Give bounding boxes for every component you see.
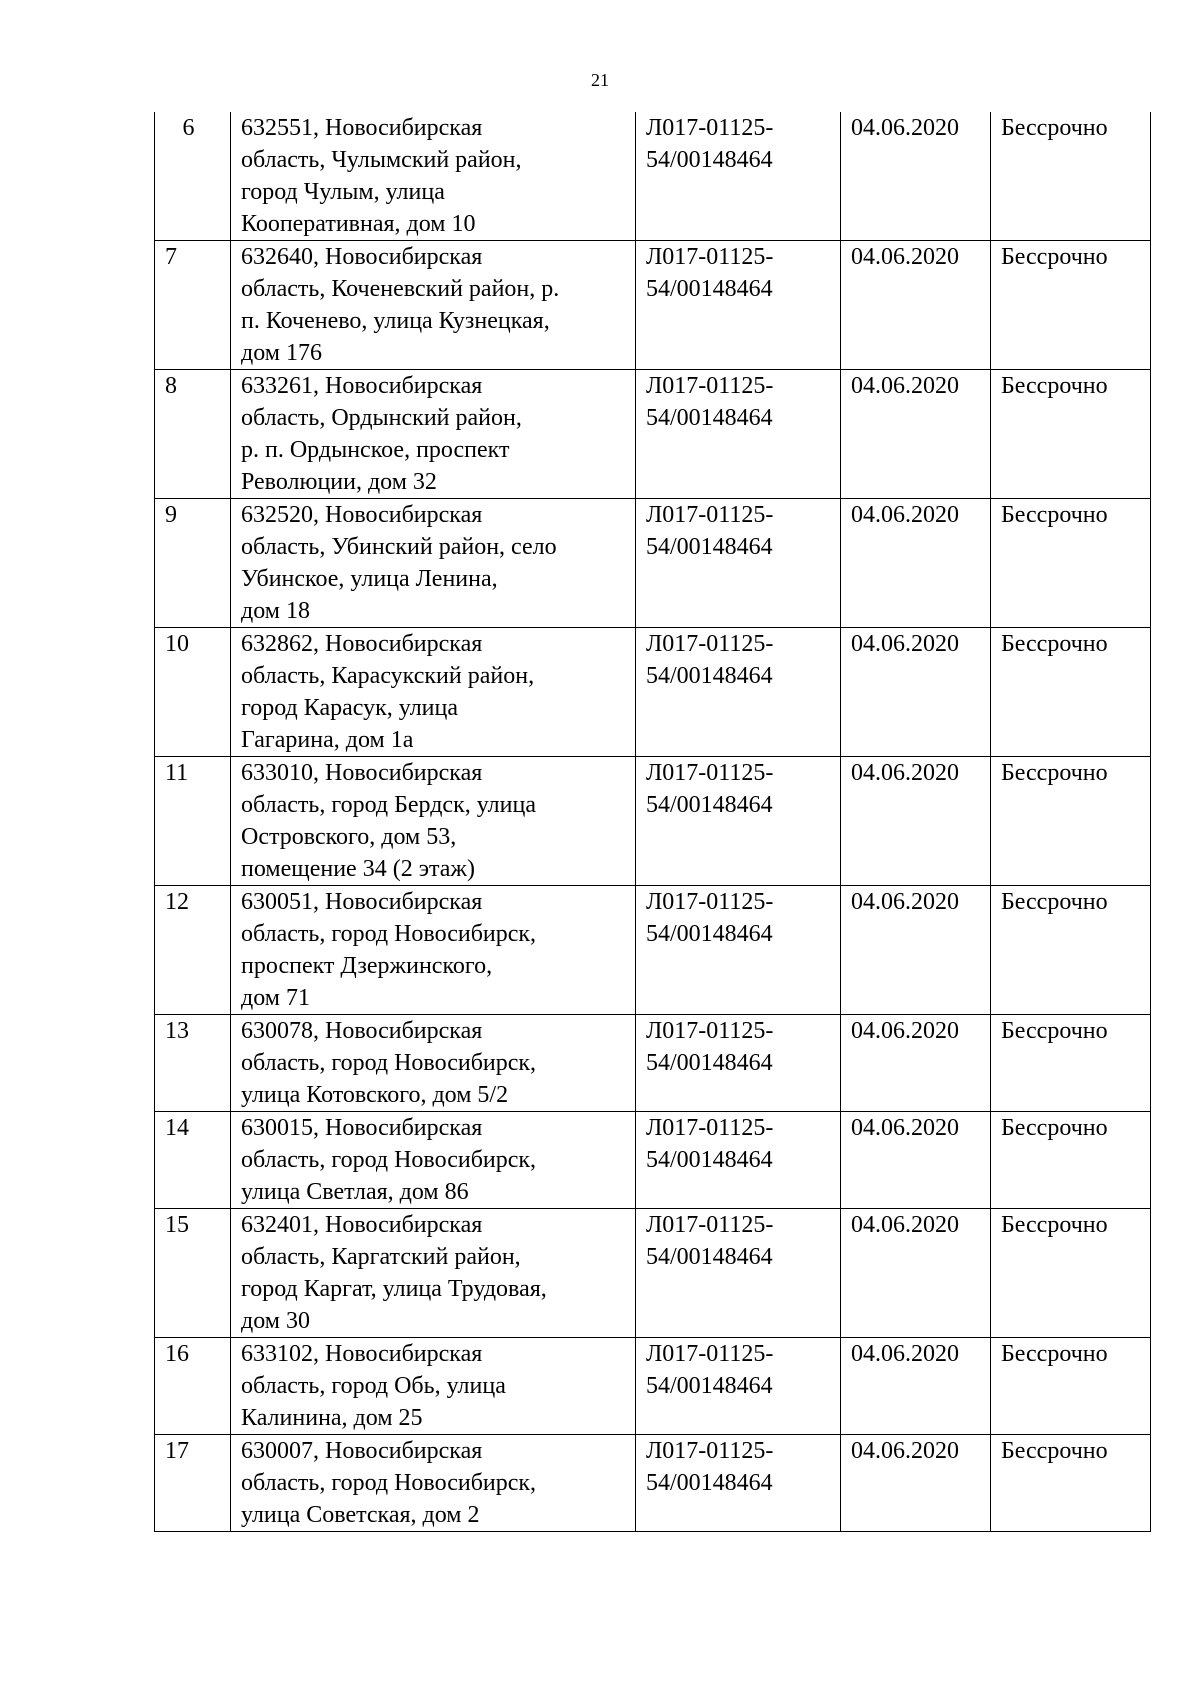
license-date-cell: 04.06.2020 — [841, 1338, 991, 1435]
address-cell — [231, 1112, 636, 1209]
license-number-cell — [636, 112, 841, 241]
address-line: 633261, Новосибирская — [241, 373, 483, 399]
validity-term-cell: Бессрочно — [991, 1015, 1151, 1112]
row-number-cell: 13 — [155, 1015, 231, 1112]
table-row — [155, 757, 1151, 886]
row-number-cell: 15 — [155, 1209, 231, 1338]
address-cell — [231, 499, 636, 628]
address-cell — [231, 1338, 636, 1435]
license-date-cell: 04.06.2020 — [841, 886, 991, 1015]
address-line: область, город Новосибирск, — [241, 1147, 537, 1173]
address-cell — [231, 241, 636, 370]
license-number-cell — [636, 241, 841, 370]
address-line: область, Коченевский район, р. — [241, 276, 560, 302]
table-row — [155, 370, 1151, 499]
license-number-cell — [636, 1015, 841, 1112]
license-number-line: Л017-01125- — [646, 760, 774, 786]
address-line: город Каргат, улица Трудовая, — [241, 1276, 547, 1302]
address-line: 632862, Новосибирская — [241, 631, 483, 657]
address-line: дом 30 — [241, 1308, 310, 1334]
address-line: область, город Новосибирск, — [241, 921, 537, 947]
table-row — [155, 1209, 1151, 1338]
page-number: 21 — [591, 70, 609, 90]
license-date-cell: 04.06.2020 — [841, 499, 991, 628]
address-line: 633102, Новосибирская — [241, 1341, 483, 1367]
license-table — [154, 112, 1151, 1532]
address-cell — [231, 370, 636, 499]
license-number-cell — [636, 1112, 841, 1209]
license-number-line: 54/00148464 — [646, 147, 773, 173]
license-number-line: 54/00148464 — [646, 405, 773, 431]
table-row — [155, 1112, 1151, 1209]
license-table-body — [155, 112, 1151, 1532]
license-number-line: Л017-01125- — [646, 1438, 774, 1464]
row-number-cell: 6 — [155, 112, 231, 241]
license-number-line: Л017-01125- — [646, 1212, 774, 1238]
row-number-cell: 16 — [155, 1338, 231, 1435]
license-number-line: 54/00148464 — [646, 1244, 773, 1270]
license-number-cell — [636, 370, 841, 499]
address-line: область, Убинский район, село — [241, 534, 557, 560]
address-line: область, город Обь, улица — [241, 1373, 506, 1399]
address-cell — [231, 112, 636, 241]
address-line: 632520, Новосибирская — [241, 502, 483, 528]
row-number-cell: 11 — [155, 757, 231, 886]
table-row — [155, 241, 1151, 370]
row-number-cell: 10 — [155, 628, 231, 757]
address-line: 632401, Новосибирская — [241, 1212, 483, 1238]
license-number-cell — [636, 499, 841, 628]
validity-term-cell: Бессрочно — [991, 1209, 1151, 1338]
address-line: город Чулым, улица — [241, 179, 445, 205]
address-line: 630051, Новосибирская — [241, 889, 483, 915]
address-line: 632640, Новосибирская — [241, 244, 483, 270]
address-line: Убинское, улица Ленина, — [241, 566, 498, 592]
license-number-line: 54/00148464 — [646, 663, 773, 689]
address-line: р. п. Ордынское, проспект — [241, 437, 510, 463]
address-cell — [231, 1435, 636, 1532]
license-number-cell — [636, 628, 841, 757]
license-date-cell: 04.06.2020 — [841, 628, 991, 757]
row-number-cell: 14 — [155, 1112, 231, 1209]
row-number-cell: 8 — [155, 370, 231, 499]
address-line: дом 176 — [241, 340, 322, 366]
license-number-line: 54/00148464 — [646, 1470, 773, 1496]
address-cell — [231, 1209, 636, 1338]
license-date-cell: 04.06.2020 — [841, 1112, 991, 1209]
license-number-line: Л017-01125- — [646, 115, 774, 141]
license-number-line: Л017-01125- — [646, 373, 774, 399]
address-line: область, город Бердск, улица — [241, 792, 536, 818]
address-line: область, город Новосибирск, — [241, 1050, 537, 1076]
address-cell — [231, 1015, 636, 1112]
validity-term-cell: Бессрочно — [991, 112, 1151, 241]
address-line: Калинина, дом 25 — [241, 1405, 423, 1431]
license-number-line: 54/00148464 — [646, 1050, 773, 1076]
address-line: улица Советская, дом 2 — [241, 1502, 480, 1528]
row-number-cell: 7 — [155, 241, 231, 370]
license-number-line: 54/00148464 — [646, 1373, 773, 1399]
license-number-line: Л017-01125- — [646, 1115, 774, 1141]
validity-term-cell: Бессрочно — [991, 1338, 1151, 1435]
license-date-cell: 04.06.2020 — [841, 757, 991, 886]
license-number-line: Л017-01125- — [646, 889, 774, 915]
address-cell — [231, 886, 636, 1015]
license-date-cell: 04.06.2020 — [841, 241, 991, 370]
validity-term-cell: Бессрочно — [991, 1112, 1151, 1209]
table-row — [155, 628, 1151, 757]
license-number-line: 54/00148464 — [646, 792, 773, 818]
license-number-line: 54/00148464 — [646, 921, 773, 947]
license-date-cell: 04.06.2020 — [841, 112, 991, 241]
address-line: город Карасук, улица — [241, 695, 459, 721]
license-date-cell: 04.06.2020 — [841, 1015, 991, 1112]
address-line: область, Ордынский район, — [241, 405, 522, 431]
address-cell — [231, 628, 636, 757]
address-line: Гагарина, дом 1а — [241, 727, 414, 753]
address-line: область, Карасукский район, — [241, 663, 535, 689]
license-number-line: Л017-01125- — [646, 502, 774, 528]
license-date-cell: 04.06.2020 — [841, 370, 991, 499]
address-line: п. Коченево, улица Кузнецкая, — [241, 308, 550, 334]
table-row — [155, 1015, 1151, 1112]
address-line: дом 71 — [241, 985, 310, 1011]
license-number-cell — [636, 1435, 841, 1532]
validity-term-cell: Бессрочно — [991, 628, 1151, 757]
table-row — [155, 1338, 1151, 1435]
license-date-cell: 04.06.2020 — [841, 1435, 991, 1532]
row-number-cell: 12 — [155, 886, 231, 1015]
address-line: дом 18 — [241, 598, 310, 624]
address-line: 630007, Новосибирская — [241, 1438, 483, 1464]
address-line: область, Чулымский район, — [241, 147, 522, 173]
license-number-line: Л017-01125- — [646, 1018, 774, 1044]
address-line: область, Каргатский район, — [241, 1244, 521, 1270]
address-line: проспект Дзержинского, — [241, 953, 493, 979]
license-number-cell — [636, 886, 841, 1015]
validity-term-cell: Бессрочно — [991, 1435, 1151, 1532]
address-line: 630015, Новосибирская — [241, 1115, 483, 1141]
license-number-line: 54/00148464 — [646, 276, 773, 302]
table-row — [155, 112, 1151, 241]
license-date-cell: 04.06.2020 — [841, 1209, 991, 1338]
license-number-line: Л017-01125- — [646, 631, 774, 657]
table-row — [155, 1435, 1151, 1532]
license-number-line: Л017-01125- — [646, 244, 774, 270]
address-line: Революции, дом 32 — [241, 469, 437, 495]
license-number-line: Л017-01125- — [646, 1341, 774, 1367]
row-number-cell: 17 — [155, 1435, 231, 1532]
validity-term-cell: Бессрочно — [991, 370, 1151, 499]
address-line: улица Котовского, дом 5/2 — [241, 1082, 509, 1108]
validity-term-cell: Бессрочно — [991, 757, 1151, 886]
license-number-cell — [636, 1338, 841, 1435]
license-number-cell — [636, 1209, 841, 1338]
table-row — [155, 499, 1151, 628]
address-line: область, город Новосибирск, — [241, 1470, 537, 1496]
address-line: Островского, дом 53, — [241, 824, 457, 850]
address-line: 630078, Новосибирская — [241, 1018, 483, 1044]
validity-term-cell: Бессрочно — [991, 499, 1151, 628]
address-line: 632551, Новосибирская — [241, 115, 483, 141]
validity-term-cell: Бессрочно — [991, 241, 1151, 370]
validity-term-cell: Бессрочно — [991, 886, 1151, 1015]
address-line: улица Светлая, дом 86 — [241, 1179, 469, 1205]
table-row — [155, 886, 1151, 1015]
address-line: помещение 34 (2 этаж) — [241, 856, 475, 882]
license-number-line: 54/00148464 — [646, 1147, 773, 1173]
address-line: Кооперативная, дом 10 — [241, 211, 476, 237]
address-line: 633010, Новосибирская — [241, 760, 483, 786]
license-number-line: 54/00148464 — [646, 534, 773, 560]
row-number-cell: 9 — [155, 499, 231, 628]
license-number-cell — [636, 757, 841, 886]
address-cell — [231, 757, 636, 886]
